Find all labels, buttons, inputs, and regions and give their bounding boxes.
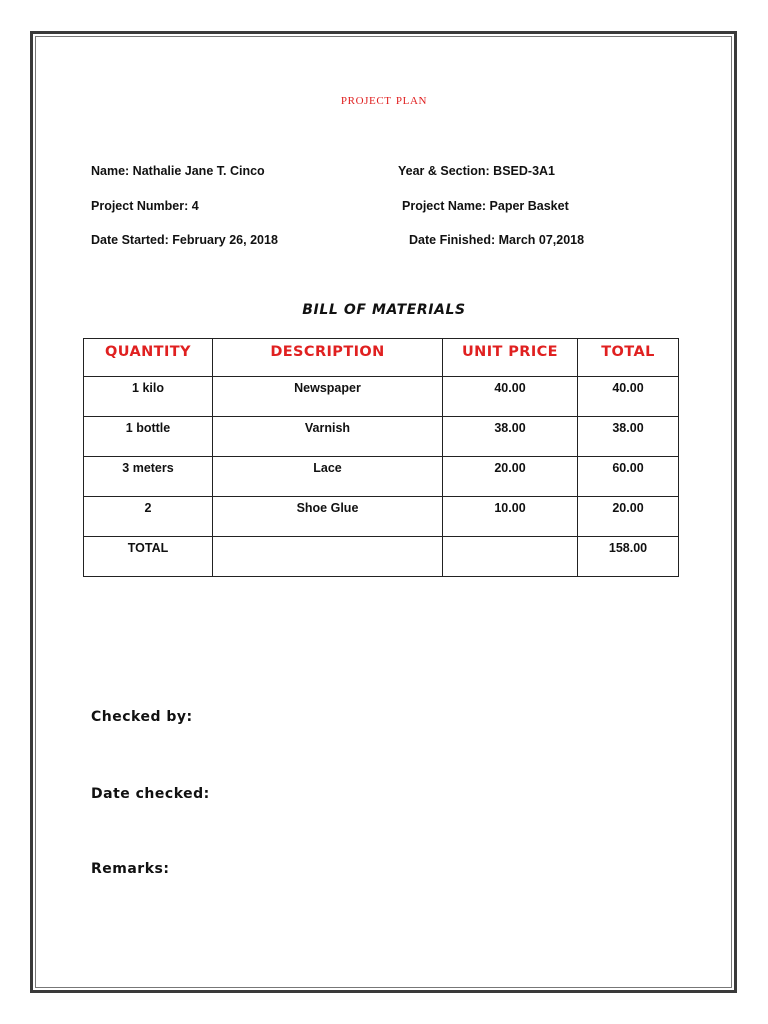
bill-of-materials-heading: BILL OF MATERIALS [302, 302, 466, 318]
cell-quantity: 2 [84, 497, 213, 537]
project-number: Project Number: 4 [91, 199, 199, 213]
cell-description: Varnish [213, 417, 443, 457]
table-header-row [84, 339, 679, 377]
checked-by-label: Checked by: [91, 709, 193, 725]
table-row [84, 417, 679, 457]
year-section: Year & Section: BSED-3A1 [398, 164, 555, 178]
header-description: DESCRIPTION [213, 339, 443, 377]
project-name: Project Name: Paper Basket [402, 199, 569, 213]
cell-unit-price: 20.00 [443, 457, 578, 497]
date-checked-label: Date checked: [91, 786, 210, 802]
remarks-label: Remarks: [91, 861, 170, 877]
cell-description: Newspaper [213, 377, 443, 417]
cell-quantity: 1 bottle [84, 417, 213, 457]
table-total-row [84, 537, 679, 577]
cell-total: 40.00 [578, 377, 679, 417]
cell-total: 38.00 [578, 417, 679, 457]
table-row [84, 457, 679, 497]
cell-total: 60.00 [578, 457, 679, 497]
cell-empty [213, 537, 443, 577]
cell-description: Shoe Glue [213, 497, 443, 537]
cell-total-label: TOTAL [84, 537, 213, 577]
cell-unit-price: 10.00 [443, 497, 578, 537]
date-finished: Date Finished: March 07,2018 [409, 233, 585, 247]
table-row [84, 377, 679, 417]
student-name: Name: Nathalie Jane T. Cinco [91, 164, 265, 178]
cell-quantity: 3 meters [84, 457, 213, 497]
cell-quantity: 1 kilo [84, 377, 213, 417]
header-unit-price: UNIT PRICE [443, 339, 578, 377]
cell-unit-price: 38.00 [443, 417, 578, 457]
cell-description: Lace [213, 457, 443, 497]
date-started: Date Started: February 26, 2018 [91, 233, 278, 247]
cell-unit-price: 40.00 [443, 377, 578, 417]
table-row [84, 497, 679, 537]
bill-of-materials-table [83, 338, 679, 577]
cell-empty [443, 537, 578, 577]
header-total: TOTAL [578, 339, 679, 377]
cell-total: 20.00 [578, 497, 679, 537]
header-quantity: QUANTITY [84, 339, 213, 377]
document-title: project plan [340, 92, 428, 108]
cell-grand-total: 158.00 [578, 537, 679, 577]
